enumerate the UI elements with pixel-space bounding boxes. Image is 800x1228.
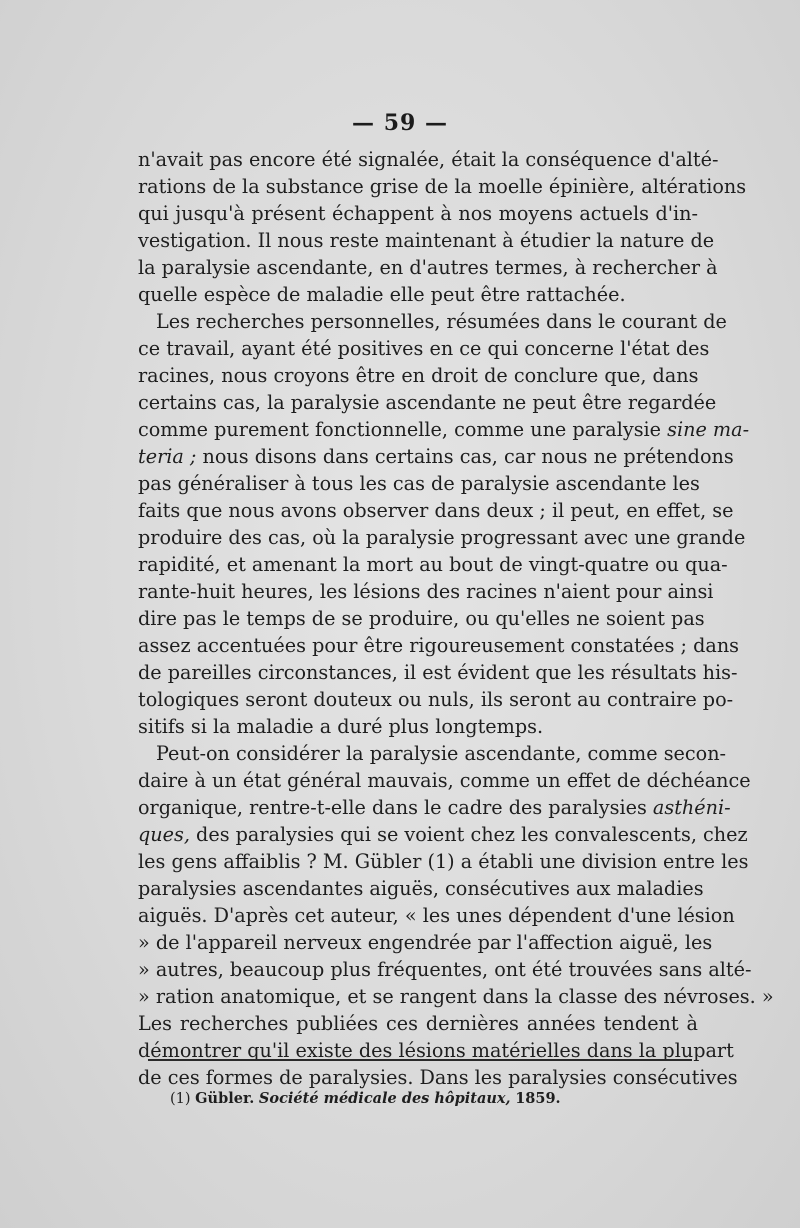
- text-line: les gens affaiblis ? M. Gübler (1) a établi une division entre les: [138, 850, 749, 873]
- text-line: sitifs si la maladie a duré plus longtemps.: [138, 715, 544, 738]
- text-segment: nous disons dans certains cas, car nous ne prétendons: [196, 445, 734, 468]
- text-line: » ration anatomique, et se rangent dans la classe des névroses. »: [138, 985, 774, 1008]
- text-line: certains cas, la paralysie ascendante ne peut être regardée: [138, 391, 717, 414]
- text-segment: des paralysies qui se voient chez les convalescents, chez: [189, 823, 748, 846]
- text-line: » autres, beaucoup plus fréquentes, ont été trouvées sans alté-: [138, 958, 752, 981]
- text-segment: organique, rentre-t-elle dans le cadre des paralysies: [138, 796, 653, 819]
- text-line: Les recherches personnelles, résumées dans le courant de: [156, 310, 727, 333]
- italic-text-segment: sine ma-: [667, 418, 750, 441]
- text-line: [138, 443, 734, 470]
- text-line: pas généraliser à tous les cas de paralysie ascendante les: [138, 472, 700, 495]
- footnote-title: Société médicale des hôpitaux,: [258, 1090, 511, 1107]
- text-line: vestigation. Il nous reste maintenant à étudier la nature de: [138, 229, 715, 252]
- text-line: ce travail, ayant été positives en ce qui concerne l'état des: [138, 337, 710, 360]
- body-text: [138, 146, 774, 1091]
- text-line: rante-huit heures, les lésions des racines n'aient pour ainsi: [138, 580, 714, 603]
- text-line: tologiques seront douteux ou nuls, ils seront au contraire po-: [138, 688, 734, 711]
- italic-text-segment: ques,: [138, 823, 190, 846]
- text-line: paralysies ascendantes aiguës, consécutives aux maladies: [138, 877, 704, 900]
- text-line: de ces formes de paralysies. Dans les paralysies consécutives: [138, 1066, 738, 1089]
- text-line: démontrer qu'il existe des lésions matérielles dans la plupart: [138, 1039, 734, 1062]
- text-line: de pareilles circonstances, il est évident que les résultats his-: [138, 661, 738, 684]
- text-line: assez accentuées pour être rigoureusement constatées ; dans: [138, 634, 740, 657]
- italic-text-segment: asthéni-: [652, 796, 731, 819]
- text-line: rapidité, et amenant la mort au bout de vingt-quatre ou qua-: [138, 553, 728, 576]
- footnote-year: 1859.: [515, 1090, 561, 1107]
- text-line: racines, nous croyons être en droit de conclure que, dans: [138, 364, 699, 387]
- text-line: n'avait pas encore été signalée, était la conséquence d'alté-: [138, 148, 719, 171]
- text-line: rations de la substance grise de la moelle épinière, altérations: [138, 175, 747, 198]
- text-segment: comme purement fonctionnelle, comme une paralysie: [138, 418, 668, 441]
- text-line: Les recherches publiées ces dernières années tendent à: [138, 1012, 698, 1035]
- text-line: daire à un état général mauvais, comme un effet de déchéance: [138, 769, 751, 792]
- text-line: qui jusqu'à présent échappent à nos moyens actuels d'in-: [138, 202, 698, 225]
- text-line: Peut-on considérer la paralysie ascendante, comme secon-: [156, 742, 727, 765]
- text-line: [138, 416, 750, 443]
- footnote-divider: [148, 1059, 692, 1061]
- footnote-marker: (1): [170, 1091, 191, 1107]
- text-line: la paralysie ascendante, en d'autres termes, à rechercher à: [138, 256, 718, 279]
- text-line: dire pas le temps de se produire, ou qu'elles ne soient pas: [138, 607, 705, 630]
- text-line: produire des cas, où la paralysie progressant avec une grande: [138, 526, 746, 549]
- footnote: [170, 1090, 561, 1107]
- text-line: » de l'appareil nerveux engendrée par l'affection aiguë, les: [138, 931, 713, 954]
- text-line: aiguës. D'après cet auteur, « les unes dépendent d'une lésion: [138, 904, 735, 927]
- page-number: — 59 —: [352, 110, 448, 136]
- text-line: quelle espèce de maladie elle peut être rattachée.: [138, 283, 626, 306]
- text-line: [138, 821, 748, 848]
- footnote-author: Gübler.: [195, 1090, 255, 1107]
- text-line: faits que nous avons observer dans deux ; il peut, en effet, se: [138, 499, 734, 522]
- text-line: [138, 794, 731, 821]
- italic-text-segment: teria ;: [138, 445, 197, 468]
